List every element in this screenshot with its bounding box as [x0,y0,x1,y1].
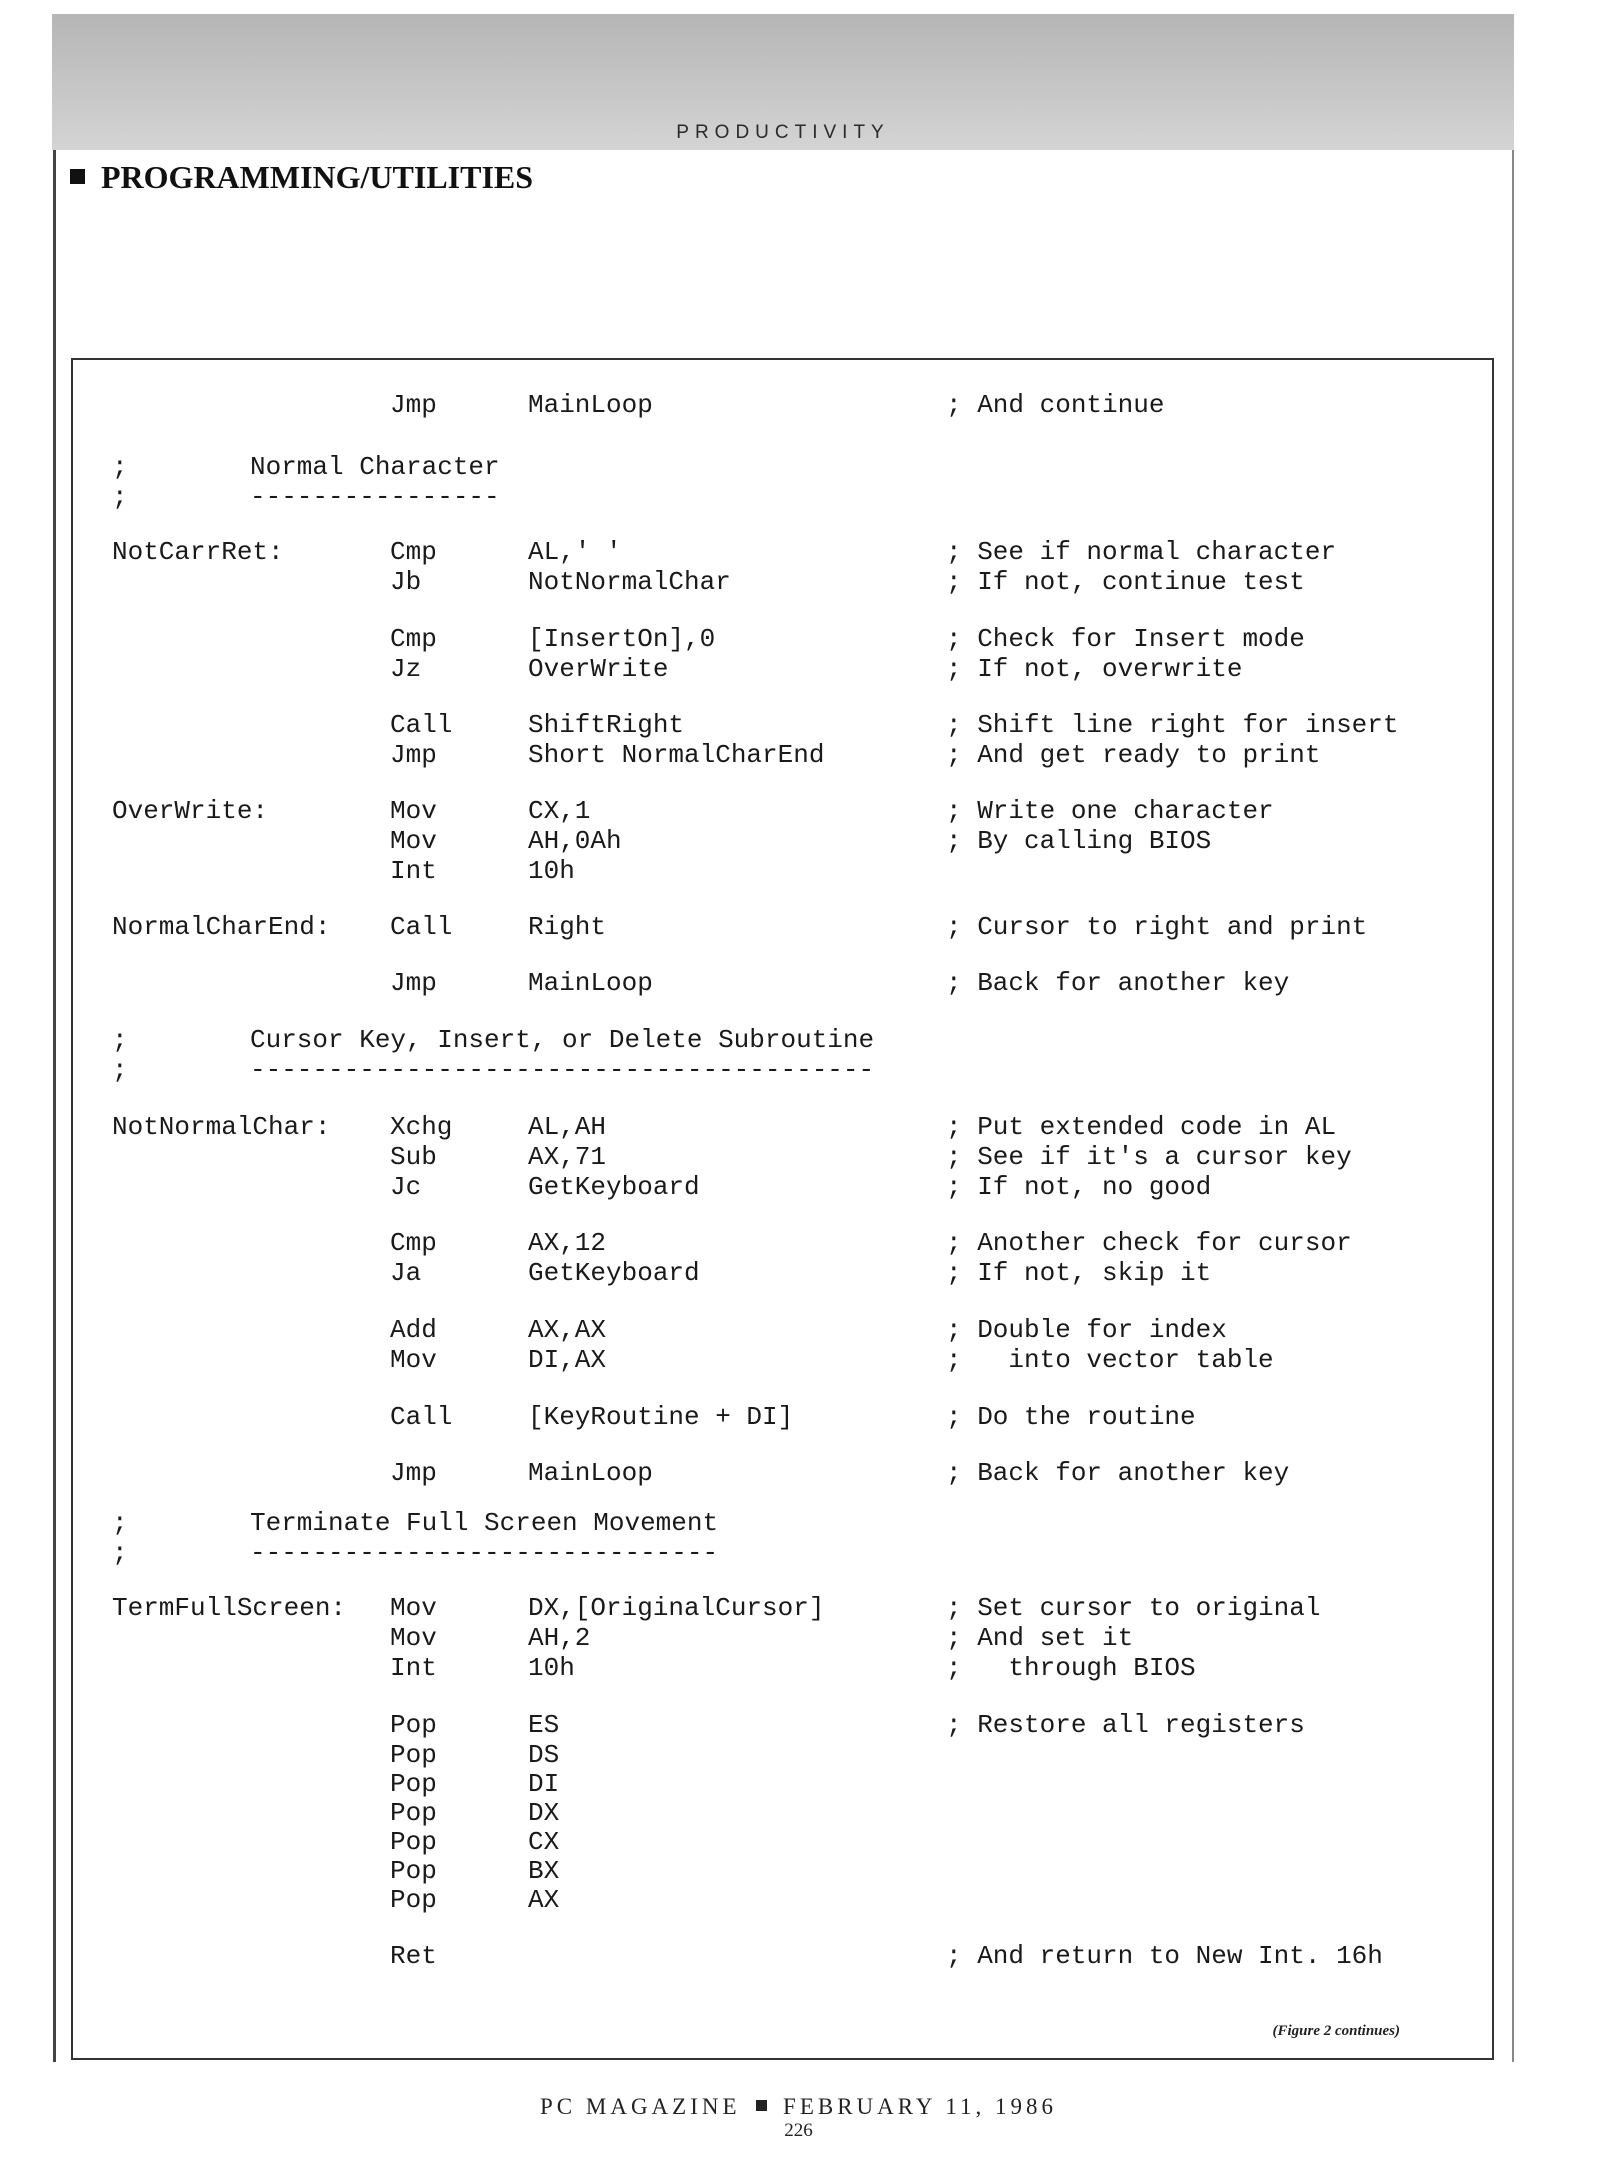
operand: AX,71 [528,1142,607,1172]
operand: DX [528,1798,560,1828]
comment: ; See if normal character [946,537,1337,567]
opcode: Pop [390,1710,437,1740]
comment-marker: ; [112,1055,128,1085]
opcode: Pop [390,1885,437,1915]
opcode: Pop [390,1856,437,1886]
opcode: Int [390,856,437,886]
opcode: Cmp [390,537,437,567]
operand: OverWrite [528,654,669,684]
operand: AH,0Ah [528,826,622,856]
operand: AX,AX [528,1315,607,1345]
opcode: Jmp [390,1458,437,1488]
comment: ; Double for index [946,1315,1227,1345]
opcode: Add [390,1315,437,1345]
operand: CX [528,1827,560,1857]
opcode: Pop [390,1827,437,1857]
operand: AH,2 [528,1623,591,1653]
right-rule [1512,150,1514,2062]
figure-continues-note: (Figure 2 continues) [1272,2023,1400,2039]
heading-text: Terminate Full Screen Movement [250,1508,719,1538]
comment: ; Put extended code in AL [946,1112,1337,1142]
comment: ; Another check for cursor [946,1228,1352,1258]
opcode: Call [390,912,453,942]
publication-name: PC MAGAZINE [540,2094,741,2119]
footer-bullet-icon [756,2100,767,2111]
operand: GetKeyboard [528,1258,700,1288]
operand: AX,12 [528,1228,607,1258]
opcode: Cmp [390,1228,437,1258]
page-number: 226 [784,2120,813,2141]
comment-marker: ; [112,1025,128,1055]
opcode: Jz [390,654,422,684]
comment: ; See if it's a cursor key [946,1142,1352,1172]
opcode: Call [390,1402,453,1432]
opcode: Cmp [390,624,437,654]
operand: DI [528,1769,560,1799]
heading-text: Cursor Key, Insert, or Delete Subroutine [250,1025,875,1055]
code-label: OverWrite: [112,796,269,826]
opcode: Xchg [390,1112,453,1142]
opcode: Mov [390,1623,437,1653]
code-label: NotCarrRet: [112,537,284,567]
issue-date: FEBRUARY 11, 1986 [783,2094,1057,2119]
opcode: Mov [390,796,437,826]
section-title [70,159,533,196]
comment: ; into vector table [946,1345,1274,1375]
comment-marker: ; [112,452,128,482]
section-title-text: PROGRAMMING/UTILITIES [101,159,534,195]
operand: 10h [528,1653,575,1683]
opcode: Pop [390,1740,437,1770]
operand: [KeyRoutine + DI] [528,1402,794,1432]
opcode: Jmp [390,390,437,420]
comment: ; Set cursor to original [946,1593,1321,1623]
operand: MainLoop [528,968,653,998]
operand: DI,AX [528,1345,607,1375]
operand: DS [528,1740,560,1770]
operand: AL,AH [528,1112,607,1142]
opcode: Sub [390,1142,437,1172]
comment: ; By calling BIOS [946,826,1212,856]
comment-marker: ; [112,1508,128,1538]
comment: ; Back for another key [946,968,1290,998]
heading-text: Normal Character [250,452,500,482]
operand: CX,1 [528,796,591,826]
comment: ; And set it [946,1623,1134,1653]
opcode: Ret [390,1941,437,1971]
opcode: Jmp [390,740,437,770]
opcode: Jc [390,1172,422,1202]
heading-underline: ------------------------------ [250,1538,719,1568]
left-rule [53,150,56,2062]
comment: ; If not, overwrite [946,654,1243,684]
comment: ; If not, no good [946,1172,1212,1202]
comment: ; And get ready to print [946,740,1321,770]
operand: AL,' ' [528,537,622,567]
operand: [InsertOn],0 [528,624,716,654]
operand: DX,[OriginalCursor] [528,1593,825,1623]
opcode: Call [390,710,453,740]
heading-underline: ---------------------------------------- [250,1055,875,1085]
comment-marker: ; [112,1538,128,1568]
operand: ES [528,1710,560,1740]
code-label: NormalCharEnd: [112,912,331,942]
opcode: Ja [390,1258,422,1288]
opcode: Int [390,1653,437,1683]
opcode: Jmp [390,968,437,998]
comment: ; If not, skip it [946,1258,1212,1288]
operand: NotNormalChar [528,567,731,597]
operand: ShiftRight [528,710,685,740]
operand: BX [528,1856,560,1886]
code-listing-box [71,358,1494,2060]
operand: MainLoop [528,390,653,420]
opcode: Pop [390,1769,437,1799]
operand: MainLoop [528,1458,653,1488]
footer-line [0,2094,1597,2120]
opcode: Mov [390,1345,437,1375]
bullet-square-icon [70,169,85,184]
comment: ; Do the routine [946,1402,1196,1432]
opcode: Mov [390,1593,437,1623]
comment: ; And continue [946,390,1165,420]
comment: ; If not, continue test [946,567,1305,597]
banner-label: PRODUCTIVITY [676,122,890,143]
comment: ; Write one character [946,796,1274,826]
comment: ; Shift line right for insert [946,710,1399,740]
code-label: TermFullScreen: [112,1593,347,1623]
comment: ; And return to New Int. 16h [946,1941,1383,1971]
comment-marker: ; [112,482,128,512]
comment: ; Back for another key [946,1458,1290,1488]
header-banner [52,14,1514,150]
opcode: Pop [390,1798,437,1828]
operand: GetKeyboard [528,1172,700,1202]
operand: AX [528,1885,560,1915]
comment: ; Restore all registers [946,1710,1305,1740]
comment: ; Check for Insert mode [946,624,1305,654]
comment: ; Cursor to right and print [946,912,1368,942]
operand: Right [528,912,607,942]
code-label: NotNormalChar: [112,1112,331,1142]
opcode: Jb [390,567,422,597]
comment: ; through BIOS [946,1653,1196,1683]
operand: 10h [528,856,575,886]
opcode: Mov [390,826,437,856]
heading-underline: ---------------- [250,482,500,512]
operand: Short NormalCharEnd [528,740,825,770]
